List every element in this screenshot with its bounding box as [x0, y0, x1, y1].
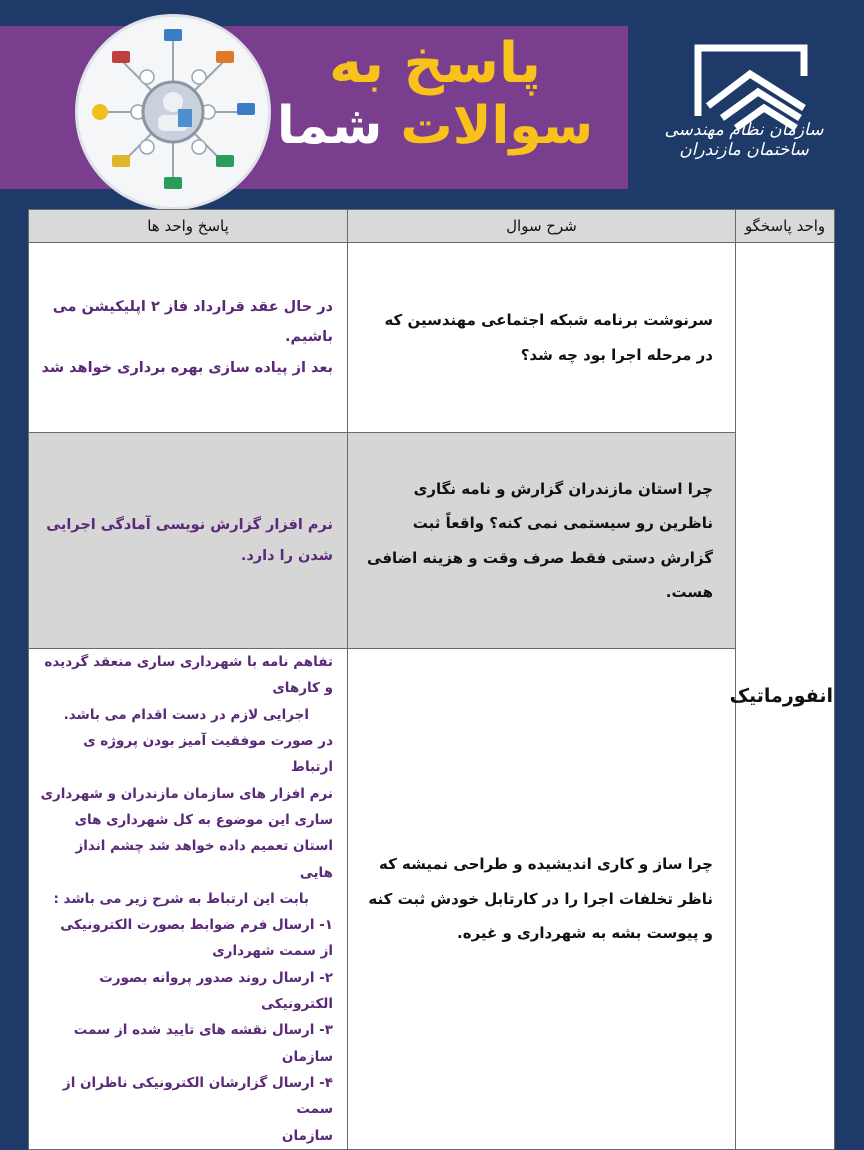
answer-line: از سمت شهرداری: [212, 943, 333, 960]
question-line: بشه به شهرداری و غیره.: [457, 924, 642, 943]
answer-cell: [29, 433, 348, 649]
header-question: شرح سوال: [348, 210, 736, 243]
header-unit: واحد پاسخگو: [736, 210, 835, 243]
question-cell: [348, 243, 736, 433]
answer-line: بابت این ارتباط به شرح زیر می باشد :: [53, 890, 309, 907]
answer-line: بعد از پیاده سازی بهره برداری خواهد شد: [41, 359, 333, 376]
answer-line: ۴- ارسال گزارشان الکترونیکی ناظران از سمت: [62, 1075, 333, 1118]
answer-line: ۳- ارسال نقشه های تایید شده از سمت سازمان: [73, 1022, 333, 1065]
question-line: سیستمی نمی کنه؟ واقعاً ثبت گزارش دستی فقط: [412, 514, 713, 567]
answer-line: نرم افزار گزارش نویسی آمادگی اجرایی شدن را دارد.: [46, 517, 333, 564]
table-header-row: [29, 210, 835, 243]
answer-line: در صورت موفقیت آمیز بودن پروژه ی ارتباط: [83, 732, 333, 776]
answer-line: اجرایی لازم در دست اقدام می باشد.: [63, 706, 309, 723]
page-title: [270, 31, 600, 156]
question-line: چرا استان مازندران گزارش و نامه نگاری ناظرین رو: [413, 479, 713, 532]
answer-cell: [29, 243, 348, 433]
title-word-yours: شما: [276, 96, 383, 156]
question-line: که در مرحله اجرا بود چه شد؟: [384, 311, 713, 364]
title-word-questions: سوالات: [400, 96, 594, 156]
question-line: چرا ساز و کاری اندیشیده و طراحی نمیشه که ناظر: [378, 855, 713, 908]
answer-line: سازمان: [281, 1127, 333, 1144]
network-spokes: [78, 17, 268, 207]
answer-line: ساری این موضوع به کل شهرداری های: [74, 811, 333, 828]
header-answer: پاسخ واحد ها: [29, 210, 348, 243]
network-people-icon: [78, 17, 268, 207]
answer-line: استان تعمیم داده خواهد شد چشم انداز هایی: [75, 838, 333, 881]
question-line: صرف وقت و هزینه اضافی هست.: [367, 548, 713, 601]
answer-line: ۲- ارسال روند صدور پروانه بصورت الکترونیکی: [99, 969, 333, 1013]
answer-line: در حال عقد قرارداد فاز ۲ اپلیکیشن می باشیم.: [52, 298, 333, 346]
table-row: [29, 433, 835, 649]
qa-table: [28, 209, 835, 1150]
title-line-1: پاسخ به: [329, 31, 541, 96]
answer-cell: [29, 649, 348, 1150]
question-cell: [348, 433, 736, 649]
table-row: [29, 649, 835, 1150]
answer-line: نرم افزار های سازمان مازندران و شهرداری: [40, 785, 333, 802]
org-name: سازمان نظام مهندسی ساختمان مازندران: [664, 120, 824, 160]
unit-cell: انفورماتیک: [736, 243, 835, 1150]
question-line: سرنوشت برنامه شبکه اجتماعی مهندسین: [407, 311, 713, 329]
answer-line: ۱- ارسال فرم ضوابط بصورت الکترونیکی: [60, 917, 333, 934]
answer-line: تفاهم نامه با شهرداری ساری منعقد گردیده و کارهای: [44, 654, 333, 697]
question-line: تخلفات اجرا را در کارتابل خودش ثبت کنه و پیوست: [368, 889, 713, 943]
title-line-2: [270, 96, 600, 156]
question-cell: [348, 649, 736, 1150]
table-row: [29, 243, 835, 433]
